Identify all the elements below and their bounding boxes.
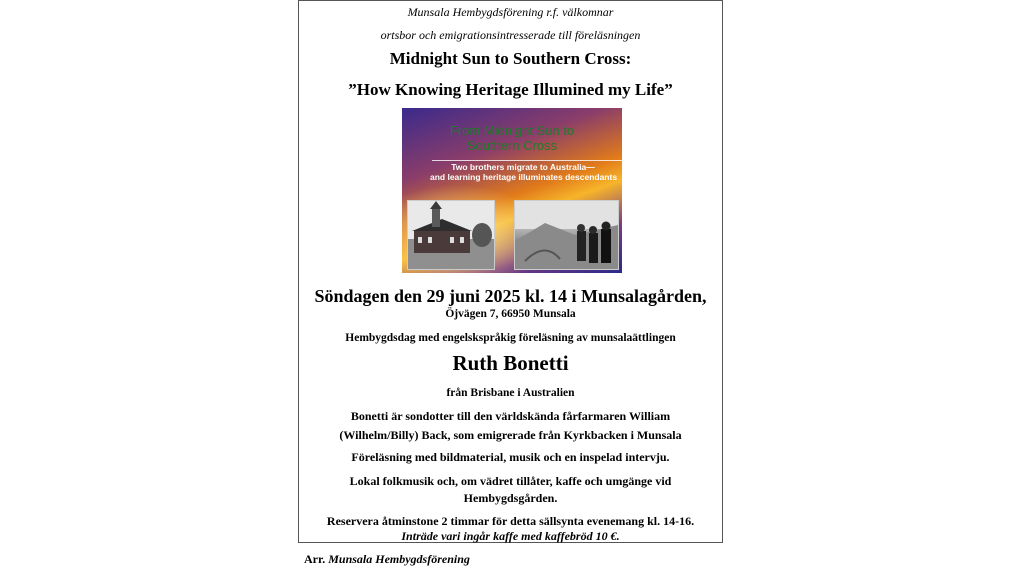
speaker-bio-line-1: Bonetti är sondotter till den världskända fårfarmaren William <box>350 409 671 423</box>
lecture-banner-image <box>402 108 622 273</box>
reserve-line: Reservera åtminstone 2 timmar för detta sällsynta evenemang kl. 14-16. <box>326 514 695 528</box>
organizer-prefix: Arr. <box>304 552 329 566</box>
lecture-title-line-2: ”How Knowing Heritage Illumined my Life” <box>348 80 673 99</box>
event-address: Öjvägen 7, 66950 Munsala <box>445 308 576 320</box>
church-photo <box>407 200 495 270</box>
banner-title-line-1: From Midnight Sun to <box>449 123 575 138</box>
speaker-origin: från Brisbane i Australien <box>446 387 575 399</box>
event-date-line: Söndagen den 29 juni 2025 kl. 14 i Munsalagården, <box>314 286 707 306</box>
event-poster <box>298 0 723 543</box>
banner-subtitle-line-1: Two brothers migrate to Australia— <box>451 162 595 172</box>
banner-subtitle-line-2: and learning heritage illuminates descendants <box>430 172 618 182</box>
music-line-2: Hembygdsgården. <box>463 491 558 505</box>
lecture-title-line-1: Midnight Sun to Southern Cross: <box>389 49 632 68</box>
music-line-1: Lokal folkmusik och, om vädret tillåter, kaffe och umgänge vid <box>349 474 672 488</box>
intro-line-2: ortsbor och emigrationsintresserade till föreläsningen <box>380 28 641 42</box>
speaker-bio-line-2: (Wilhelm/Billy) Back, som emigrerade från Kyrkbacken i Munsala <box>339 428 682 442</box>
banner-divider <box>432 160 622 161</box>
event-description: Hembygdsdag med engelskspråkig föreläsning av munsalaättlingen <box>345 332 676 344</box>
program-line: Föreläsning med bildmaterial, musik och en inspelad intervju. <box>351 450 670 464</box>
fee-line: Inträde vari ingår kaffe med kaffebröd 10 €. <box>401 529 620 543</box>
organizer-name: Munsala Hembygdsförening <box>328 552 470 566</box>
group-photo <box>514 200 619 270</box>
speaker-name: Ruth Bonetti <box>452 351 569 375</box>
intro-line-1: Munsala Hembygdsförening r.f. välkomnar <box>407 5 614 19</box>
organizer-credit <box>304 552 470 567</box>
banner-title-line-2: Southern Cross <box>466 138 558 153</box>
